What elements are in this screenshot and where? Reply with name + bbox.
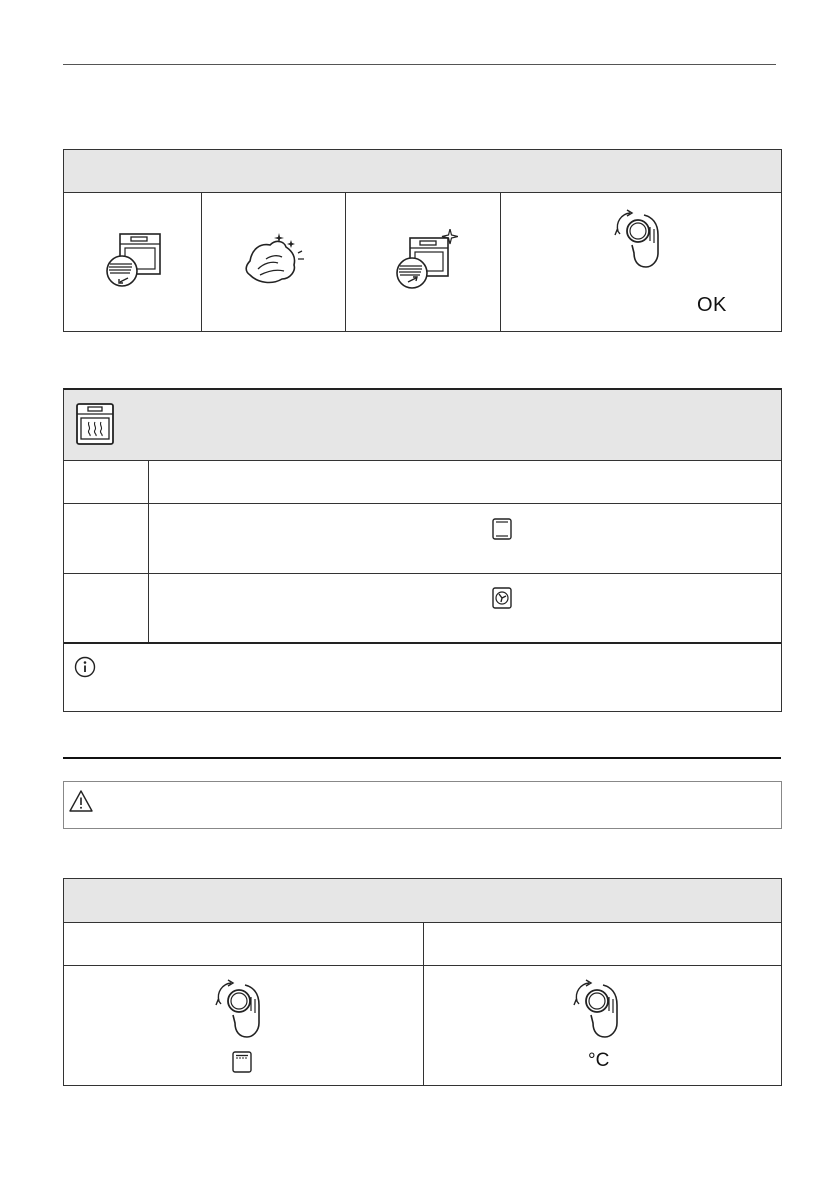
table3-header <box>64 879 781 922</box>
table2-header <box>64 390 781 460</box>
rotary-knob-hand-icon <box>569 975 625 1041</box>
celsius-symbol: °C <box>588 1050 610 1071</box>
warning-box <box>63 781 782 829</box>
table1-header <box>63 149 782 193</box>
table2-column-divider <box>148 460 149 642</box>
page-header-rule <box>63 64 776 65</box>
rotary-knob-hand-icon <box>610 205 666 271</box>
table2-note <box>64 642 781 712</box>
table1-divider <box>201 193 202 331</box>
table2 <box>63 388 782 712</box>
table2-row-1 <box>64 460 781 503</box>
remove-accessories-icon <box>102 231 166 295</box>
table2-row-2 <box>64 503 781 573</box>
ok-button-label: OK <box>697 294 727 316</box>
warning-triangle-icon <box>68 789 94 813</box>
insert-accessories-icon <box>392 229 458 295</box>
table1-divider <box>345 193 346 331</box>
cleaning-cloth-icon <box>240 231 310 291</box>
oven-heating-function-icon <box>76 403 114 445</box>
section-rule <box>63 757 781 759</box>
fan-function-icon <box>492 587 512 609</box>
oven-function-icon <box>232 1051 252 1073</box>
table2-row-3 <box>64 573 781 642</box>
table1-steps-row <box>63 192 782 332</box>
table3 <box>63 878 782 1086</box>
info-icon <box>74 656 96 678</box>
top-bottom-heat-icon <box>492 518 512 540</box>
table3-column-divider <box>423 922 424 1085</box>
table1-divider <box>500 193 501 331</box>
rotary-knob-hand-icon <box>211 975 267 1041</box>
